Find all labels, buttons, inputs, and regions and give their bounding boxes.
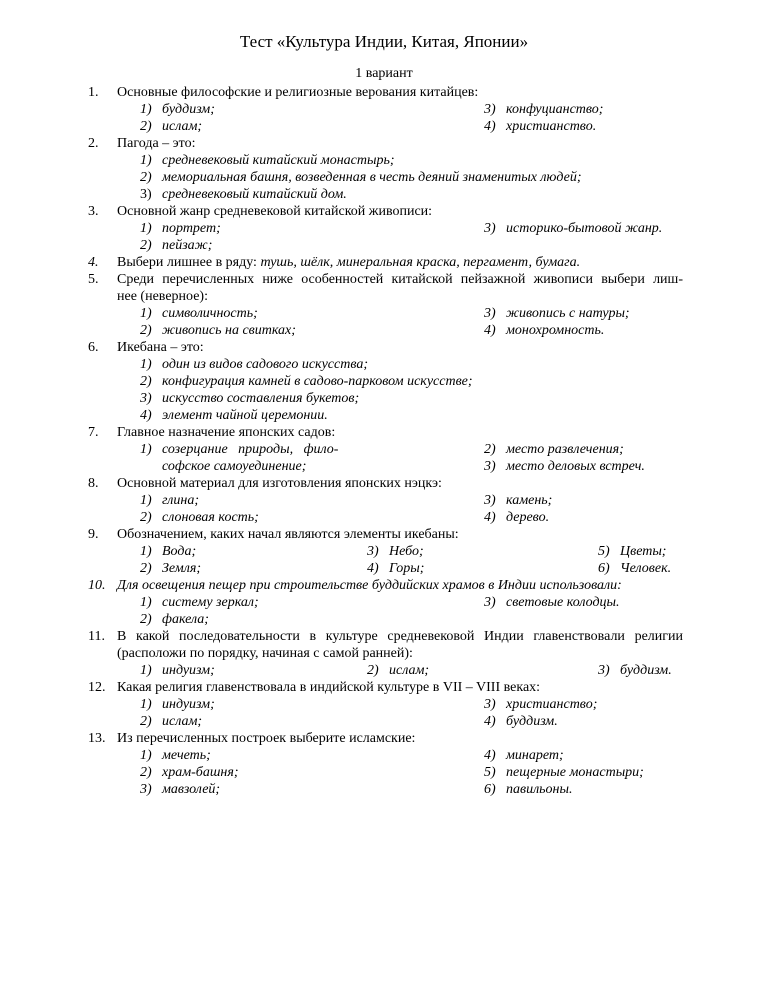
question-number: 12.: [88, 680, 106, 695]
answer-option: 2) место развлечения;: [484, 442, 624, 457]
answer-option: 1) портрет;: [140, 221, 221, 236]
question-text: Для освещения пещер при строительстве буддийских храмов в Индии использовали:: [117, 578, 622, 593]
answer-option: 1) индуизм;: [140, 697, 215, 712]
question-number: 13.: [88, 731, 106, 746]
answer-option: 3) историко-бытовой жанр.: [484, 221, 663, 236]
answer-option: 1) символичность;: [140, 306, 258, 321]
answer-option: 4) элемент чайной церемонии.: [140, 408, 328, 423]
answer-option: 2) пейзаж;: [140, 238, 213, 253]
answer-option: 4) буддизм.: [484, 714, 558, 729]
answer-option: 5) Цветы;: [598, 544, 667, 559]
answer-option: 2) факела;: [140, 612, 209, 627]
answer-option: 4) христианство.: [484, 119, 597, 134]
answer-option: 2) ислам;: [367, 663, 430, 678]
question-text-continued: (расположи по порядку, начиная с самой ранней):: [117, 646, 413, 661]
answer-option: 4) монохромность.: [484, 323, 605, 338]
question-number: 9.: [88, 527, 99, 542]
answer-option: 3) средневековый китайский дом.: [140, 187, 347, 202]
question-number: 7.: [88, 425, 99, 440]
answer-option: 4) Горы;: [367, 561, 425, 576]
question-text: Пагода – это:: [117, 136, 196, 151]
answer-option: 1) один из видов садового искусства;: [140, 357, 368, 372]
answer-option: 6) павильоны.: [484, 782, 573, 797]
question-number: 8.: [88, 476, 99, 491]
question-text: Из перечисленных построек выберите исламские:: [117, 731, 416, 746]
answer-option: 2) мемориальная башня, возведенная в честь деяний знаменитых людей;: [140, 170, 582, 185]
answer-option: 2) храм-башня;: [140, 765, 239, 780]
answer-option: 1) средневековый китайский монастырь;: [140, 153, 395, 168]
answer-option: 3) световые колодцы.: [484, 595, 620, 610]
answer-option: 3) Небо;: [367, 544, 424, 559]
question-text-continued: нее (неверное):: [117, 289, 208, 304]
question-text: Выбери лишнее в ряду: тушь, шёлк, минеральная краска, пергамент, бумага.: [117, 255, 581, 270]
question-number: 3.: [88, 204, 99, 219]
question-number: 11.: [88, 629, 105, 644]
answer-option: 5) пещерные монастыри;: [484, 765, 644, 780]
question-number: 6.: [88, 340, 99, 355]
question-text: Какая религия главенствовала в индийской культуре в VII – VIII веках:: [117, 680, 541, 695]
answer-option: 3) буддизм.: [598, 663, 672, 678]
answer-option: 1) Вода;: [140, 544, 197, 559]
question-number: 1.: [88, 85, 99, 100]
question-text: Обозначением, каких начал являются элементы икебаны:: [117, 527, 459, 542]
answer-option: 1) систему зеркал;: [140, 595, 259, 610]
answer-option: 2) слоновая кость;: [140, 510, 259, 525]
answer-option: 2) ислам;: [140, 714, 203, 729]
answer-option: 3) конфуцианство;: [484, 102, 604, 117]
question-text: Среди перечисленных ниже особенностей китайской пейзажной живописи выбери лиш-: [117, 272, 683, 287]
question-text: Икебана – это:: [117, 340, 204, 355]
answer-option: 4) дерево.: [484, 510, 550, 525]
answer-option: 3) искусство составления букетов;: [140, 391, 360, 406]
question-number: 5.: [88, 272, 99, 287]
answer-option: 3) христианство;: [484, 697, 598, 712]
answer-option: 2) Земля;: [140, 561, 202, 576]
answer-option: 2) конфигурация камней в садово-парковом искусстве;: [140, 374, 473, 389]
answer-option: 4) минарет;: [484, 748, 564, 763]
answer-option: 1) мечеть;: [140, 748, 211, 763]
question-text: В какой последовательности в культуре средневековой Индии главенствовали религии: [117, 629, 683, 644]
answer-option: 1) индуизм;: [140, 663, 215, 678]
answer-option: 3) камень;: [484, 493, 553, 508]
page-title: Тест «Культура Индии, Китая, Японии»: [239, 32, 529, 51]
question-text: Главное назначение японских садов:: [117, 425, 336, 440]
question-number: 4.: [88, 255, 99, 270]
answer-option: 2) ислам;: [140, 119, 203, 134]
answer-option: 1) буддизм;: [140, 102, 215, 117]
question-text: Основной жанр средневековой китайской живописи:: [117, 204, 433, 219]
answer-option: 2) живопись на свитках;: [140, 323, 296, 338]
question-text: Основные философские и религиозные верования китайцев:: [117, 85, 479, 100]
answer-option: 1) созерцание природы, фило-: [140, 442, 339, 457]
answer-option-continued: софское самоуединение;: [162, 459, 307, 474]
answer-option: 3) место деловых встреч.: [484, 459, 645, 474]
answer-option: 6) Человек.: [598, 561, 672, 576]
question-text: Основной материал для изготовления японских нэцкэ:: [117, 476, 442, 491]
answer-option: 3) мавзолей;: [140, 782, 221, 797]
question-number: 10.: [88, 578, 106, 593]
question-number: 2.: [88, 136, 99, 151]
variant-label: 1 вариант: [355, 66, 413, 81]
answer-option: 1) глина;: [140, 493, 199, 508]
answer-option: 3) живопись с натуры;: [484, 306, 630, 321]
